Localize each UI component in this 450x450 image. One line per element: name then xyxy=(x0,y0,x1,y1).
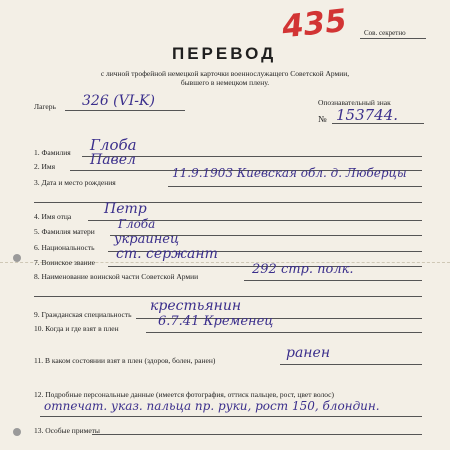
subtitle-line-2: бывшего в немецком плену. xyxy=(180,78,270,87)
field-label-1: 1. Фамилия xyxy=(34,148,71,157)
handwritten-number: 435 xyxy=(280,2,349,46)
field-label-10: 10. Когда и где взят в плен xyxy=(34,324,119,333)
camp-label: Лагерь xyxy=(34,102,56,111)
id-label: Опознавательный знак xyxy=(318,98,391,107)
field-value-1: Глоба xyxy=(90,136,137,154)
field-label-8: 8. Наименование воинской части Советской Армии xyxy=(34,272,199,281)
field-line-13 xyxy=(92,434,422,435)
binder-hole-top xyxy=(13,254,21,262)
field-value-12: отпечат. указ. пальца пр. руки, рост 150, блондин. xyxy=(44,399,380,413)
field-line-3b xyxy=(34,202,422,203)
secret-stamp: Сов. секретно xyxy=(364,29,406,37)
field-value-8: 292 стр. полк. xyxy=(252,262,354,277)
field-label-4: 4. Имя отца xyxy=(34,212,72,221)
field-label-6: 6. Национальность xyxy=(34,243,95,252)
field-label-5: 5. Фамилия матери xyxy=(34,227,95,236)
id-value: 153744. xyxy=(336,106,399,124)
field-label-13: 13. Особые приметы xyxy=(34,426,100,435)
field-value-3: 11.9.1903 Киевская обл. д. Люберцы xyxy=(172,166,407,180)
field-value-7: ст. сержант xyxy=(116,246,218,262)
field-label-3: 3. Дата и место рождения xyxy=(34,178,116,187)
field-label-2: 2. Имя xyxy=(34,162,56,171)
field-value-10: 6.7.41 Кременец xyxy=(158,314,274,329)
field-line-10 xyxy=(146,332,422,333)
id-prefix: № xyxy=(318,114,327,124)
field-line-12 xyxy=(40,416,422,417)
field-line-8b xyxy=(34,296,422,297)
field-label-12: 12. Подробные персональные данные (имеется фотография, оттиск пальцев, рост, цвет волос) xyxy=(34,390,334,399)
page-title: ПЕРЕВОД xyxy=(172,44,277,63)
field-value-4: Петр xyxy=(104,201,147,217)
field-label-9: 9. Гражданская специальность xyxy=(34,310,132,319)
camp-value: 326 (VI-K) xyxy=(82,93,155,109)
field-label-7: 7. Воинское звание xyxy=(34,258,96,267)
id-line xyxy=(332,123,424,124)
field-value-11: ранен xyxy=(286,345,331,361)
field-value-2: Павел xyxy=(90,152,136,168)
binder-hole-bottom xyxy=(13,428,21,436)
stamp-underline xyxy=(360,38,426,39)
subtitle-line-1: с личной трофейной немецкой карточки военнослужащего Советской Армии, xyxy=(100,69,350,78)
field-label-11: 11. В каком состоянии взят в плен (здоров, болен, ранен) xyxy=(34,356,216,365)
field-line-8 xyxy=(244,280,422,281)
field-value-9: крестьянин xyxy=(150,298,242,314)
field-line-3 xyxy=(168,186,422,187)
field-line-11 xyxy=(280,364,422,365)
field-value-6: украинец xyxy=(114,232,180,247)
camp-line xyxy=(65,110,185,111)
field-value-5: Глоба xyxy=(118,217,156,231)
